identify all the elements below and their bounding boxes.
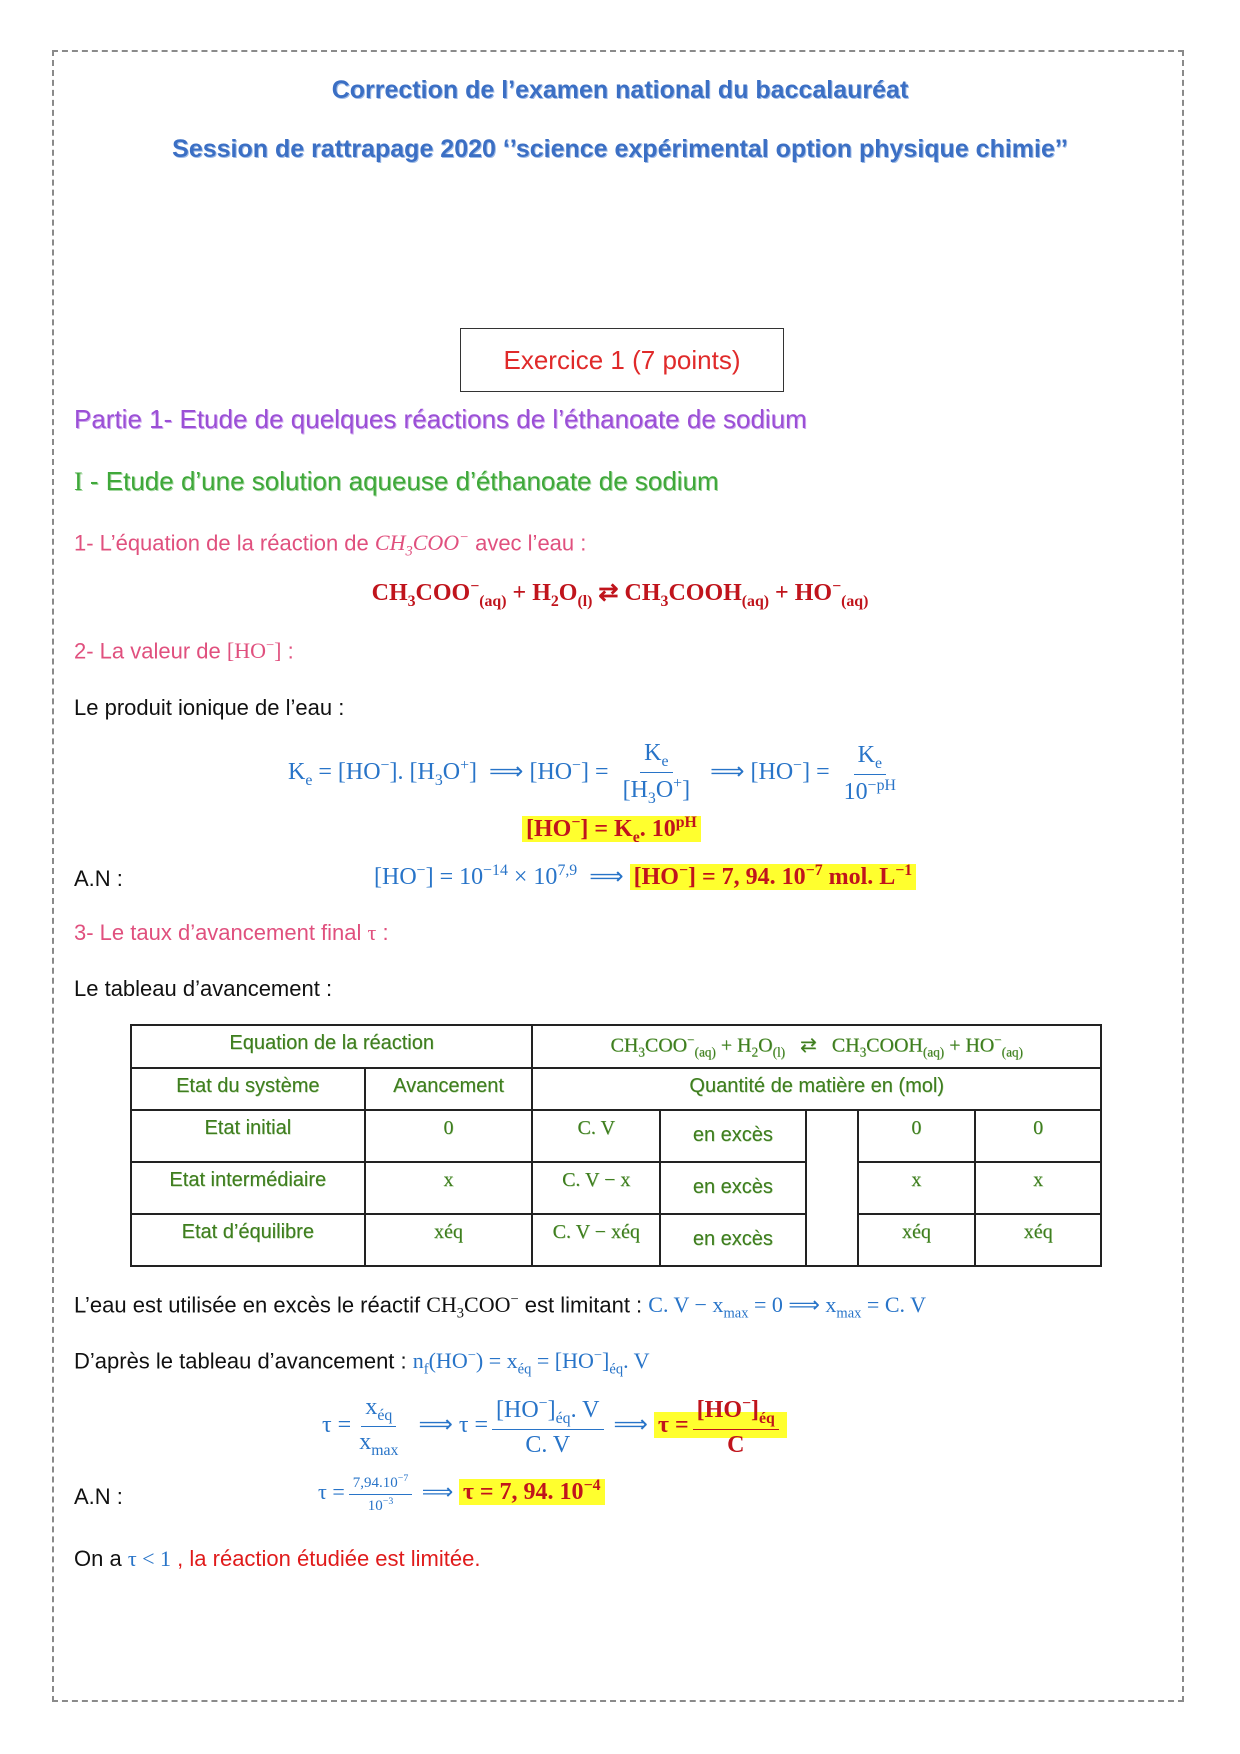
limiting-text-before: L’eau est utilisée en excès le réactif [74,1292,427,1318]
q1-text-before: 1- L’équation de la réaction de [74,530,375,556]
table-header-equation: Equation de la réaction [131,1025,532,1068]
tau-derivation: τ = $\frac{x_{éq}}{x_{max}}$ ⟹ τ = $\frac{[HO^-]_{éq}. V}{C. V}$ ⟹ τ = $\frac{[HO^-]_{éq}}{C}$ [322,1394,787,1459]
conclusion-line: On a τ < 1 , la réaction étudiée est limitée. [74,1546,481,1571]
row-product-2: 0 [975,1110,1101,1162]
question-2-label: 2- La valeur de [HO−] : [74,638,294,664]
section-1-title [74,466,719,497]
section-title-text: - Etude d’une solution aqueuse d’éthanoate de sodium [82,466,719,496]
conclusion-text-before: On a [74,1546,128,1571]
reaction-equation: $CH_3COO^-_{(aq)} + H_2O_{(l)}$ ⇄ $CH_3COOH_{(aq)} + HO^-_{(aq)}$ [371,578,869,610]
ho-formula-result: $[HO^-] = K_e$. $10^{pH}$ [522,814,701,847]
ke-derivation: $K_e = [HO^-]$. $[H_3O^+]$ ⟹ [HO−] = $\frac{K_e}{[H_3O^+]}$ ⟹ [HO−] = $\frac{K_e}{10^{-pH}}$ [288,740,896,808]
row-state: Etat initial [131,1110,365,1162]
row-state: Etat intermédiaire [131,1162,365,1214]
q2-text: 2- La valeur de [74,638,227,664]
exercise-box [460,328,784,392]
conclusion-text-after: , la réaction étudiée est limitée. [171,1546,481,1571]
col-header-quantity: Quantité de matière en (mol) [532,1068,1101,1110]
question-3-label: 3- Le taux d’avancement final τ : [74,920,389,945]
q3-colon: : [376,920,389,945]
row-water: en excès [660,1162,806,1214]
row-product-1: x [858,1162,976,1214]
row-product-1: xéq [858,1214,976,1266]
q3-text: 3- Le taux d’avancement final [74,920,368,945]
table-row [131,1110,1101,1162]
an-label-q3: A.N : [74,1484,123,1509]
row-product-2: x [975,1162,1101,1214]
exercise-label: Exercice 1 (7 points) [503,344,741,375]
q2-colon: : [281,638,294,664]
advancement-table [130,1024,1102,1267]
title-line-1: Correction de l’examen national du baccalauréat [331,76,909,104]
limiting-text-after: est limitant : [518,1292,649,1318]
tableau-text: D’après le tableau d’avancement : [74,1348,413,1374]
row-reactant: C. V [532,1110,660,1162]
title-line-2: Session de rattrapage 2020 ‘’science expérimental option physique chimie’’ [172,135,1068,163]
part-1-title: Partie 1- Etude de quelques réactions de l’éthanoate de sodium [74,404,807,434]
row-reactant: C. V − xéq [532,1214,660,1266]
row-product-2: xéq [975,1214,1101,1266]
row-water: en excès [660,1110,806,1162]
table-header-reaction: $CH_3COO^-_{(aq)} + H_2O_{(l)}$ ⇄ $CH_3COOH_{(aq)} + HO^-_{(aq)}$ [532,1025,1101,1068]
question-1-label: 1- L’équation de la réaction de $CH_3COO^-$ avec l’eau : [74,530,587,560]
row-advancement: 0 [365,1110,533,1162]
section-numeral: I [74,467,83,496]
row-state: Etat d’équilibre [131,1214,365,1266]
table-row [131,1162,1101,1214]
row-water: en excès [660,1214,806,1266]
table-intro: Le tableau d’avancement : [74,976,333,1001]
tau-numeric-application: τ = $\frac{7,94.10^{-7}}{10^{-3}}$ ⟹ τ = 7, 94. $10^{-4}$ [318,1474,605,1514]
row-reactant: C. V − x [532,1162,660,1214]
col-header-state: Etat du système [131,1068,365,1110]
an-label-q2: A.N : [74,866,123,891]
row-advancement: x [365,1162,533,1214]
limiting-reactant-line: L’eau est utilisée en excès le réactif $CH_3COO^-$ est limitant : C. $V - x_{max} = 0$ ⟹ $x_{max} = C$. V [74,1292,926,1322]
q1-text-after: avec l’eau : [468,530,587,556]
col-header-advancement: Avancement [365,1068,533,1110]
tableau-line: D’après le tableau d’avancement : $n_f(HO^-) = x_{éq} = [HO^-]_{éq}$. V [74,1348,650,1378]
row-product-1: 0 [858,1110,976,1162]
ionic-product-intro: Le produit ionique de l’eau : [74,695,345,720]
table-row [131,1214,1101,1266]
table-spacer-cell [806,1110,858,1266]
row-advancement: xéq [365,1214,533,1266]
ho-numeric-application: $[HO^-] = 10^{-14} \times 10^{7,9}$ ⟹ [HO−] = 7, 94. $10^{-7}$ mol. $L^{-1}$ [374,862,916,891]
